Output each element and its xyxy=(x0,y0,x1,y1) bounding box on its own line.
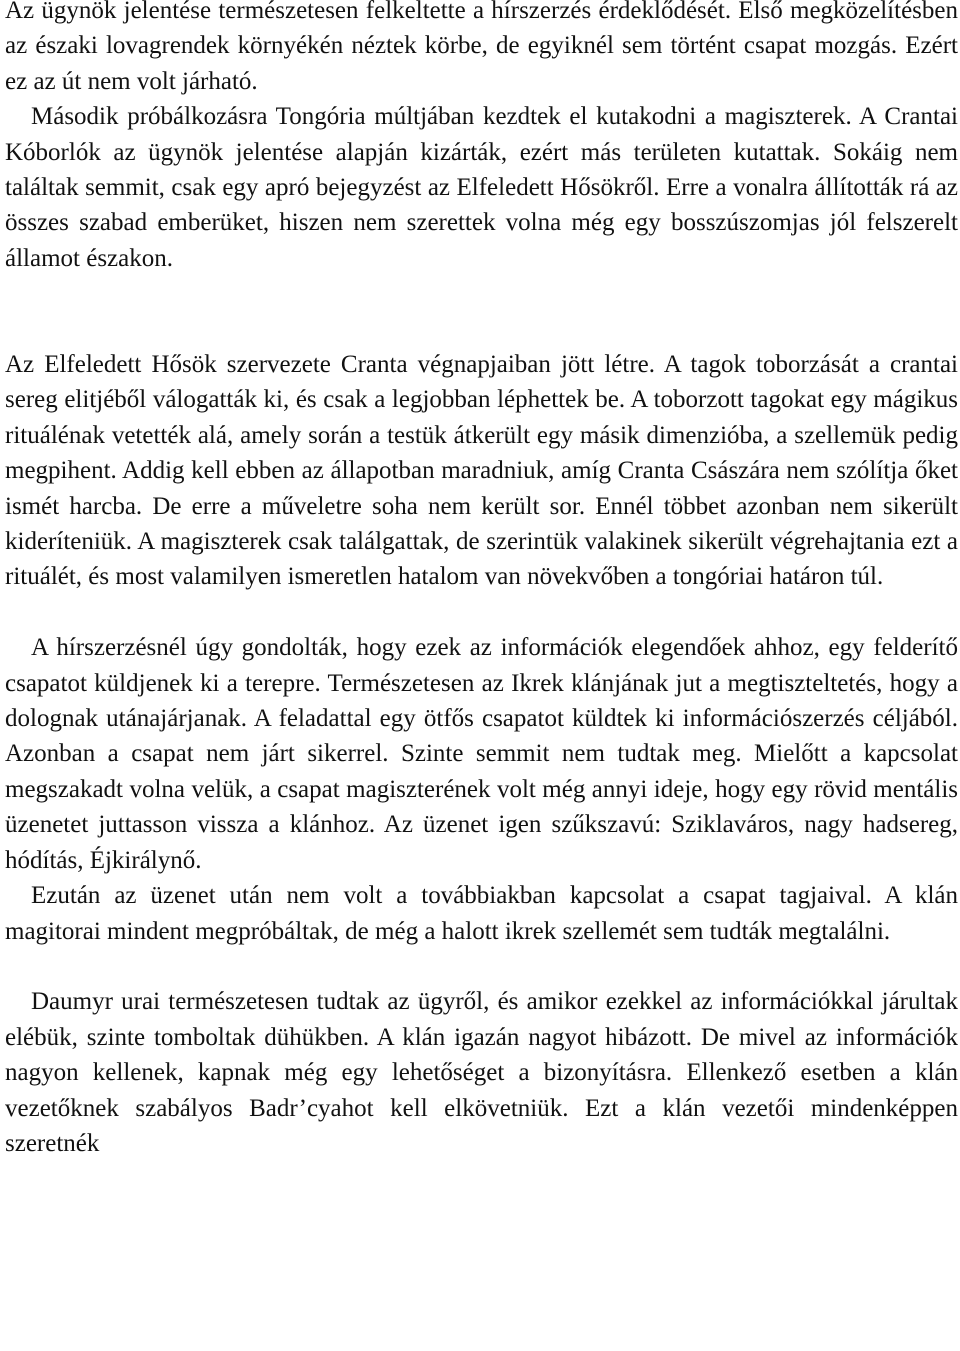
document-page xyxy=(5,0,958,1161)
paragraph-masodik-probalkozas: Második próbálkozásra Tongória múltjában kezdtek el kutakodni a magiszterek. A Crantai Kóborlók az ügynök jelentése alapján kizárták, ezért más területen kutattak. Sokáig nem találtak semmit, csak egy apró bejegyzést az Elfeledett Hősökről. Erre a vonalra állították rá az összes szabad emberüket, hiszen nem szerettek volna még egy bosszúszomjas jól felszerelt államot északon. xyxy=(5,103,958,272)
paragraph-gap xyxy=(5,595,958,630)
paragraph-elfeledett-hosok: Az Elfeledett Hősök szervezete Cranta végnapjaiban jött létre. A tagok toborzását a crantai sereg elitjéből válogatták ki, és csak a legjobban léphettek be. A toborzott tagokat egy mágikus rituálénak vetették alá, amely során a testük átkerült egy másik dimenzióba, a szellemük pedig megpihent. Addig kell ebben az állapotban maradniuk, amíg Cranta Császára nem szólítja őket ismét harcba. De erre a műveletre soha nem került sor. Ennél többet azonban nem sikerült kideríteniük. A magiszterek csak találgattak, de szerintük valakinek sikerült végrehajtania ezt a rituálét, és most valamilyen ismeretlen hatalom van növekvőben a tongóriai határon túl. xyxy=(5,351,958,591)
paragraph-gap xyxy=(5,949,958,984)
paragraph-felderito-csapat: A hírszerzésnél úgy gondolták, hogy ezek az információk elegendőek ahhoz, egy felderítő csapatot küldjenek ki a terepre. Természetesen az Ikrek klánjának jut a megtiszteltetés, hogy a dolognak utánajárjanak. A feladattal egy ötfős csapatot küldtek ki információszerzés céljából. Azonban a csapat nem járt sikerrel. Szinte semmit nem tudtak meg. Mielőtt a kapcsolat megszakadt volna velük, a csapat magiszterének volt még annyi ideje, hogy egy rövid mentális üzenetet juttasson vissza a klánhoz. Az üzenet igen szűkszavú: Sziklaváros, nagy hadsereg, hódítás, Éjkirálynő. xyxy=(5,634,958,874)
paragraph-kapcsolat-megszakadt: Ezután az üzenet után nem volt a továbbiakban kapcsolat a csapat tagjaival. A klán magitorai mindent megpróbáltak, de még a halott ikrek szellemét sem tudták megtalálni. xyxy=(5,882,958,945)
paragraph-hirszerzes: Az ügynök jelentése természetesen felkeltette a hírszerzés érdeklődését. Első megközelítésben az északi lovagrendek környékén néztek körbe, de egyiknél sem történt csapat mozgás. Ezért ez az út nem volt járható. xyxy=(5,0,958,95)
paragraph-gap xyxy=(5,276,958,311)
paragraph-gap xyxy=(5,312,958,347)
paragraph-daumyr-urai: Daumyr urai természetesen tudtak az ügyről, és amikor ezekkel az információkkal járultak elébük, szinte tomboltak dühükben. A klán igazán nagyot hibázott. De mivel az információk nagyon kellenek, kapnak még egy lehetőséget a bizonyításra. Ellenkező esetben a klán vezetőknek szabályos Badr’cyahot kell elkövetniük. Ezt a klán vezetői mindenképpen szeretnék xyxy=(5,988,958,1157)
